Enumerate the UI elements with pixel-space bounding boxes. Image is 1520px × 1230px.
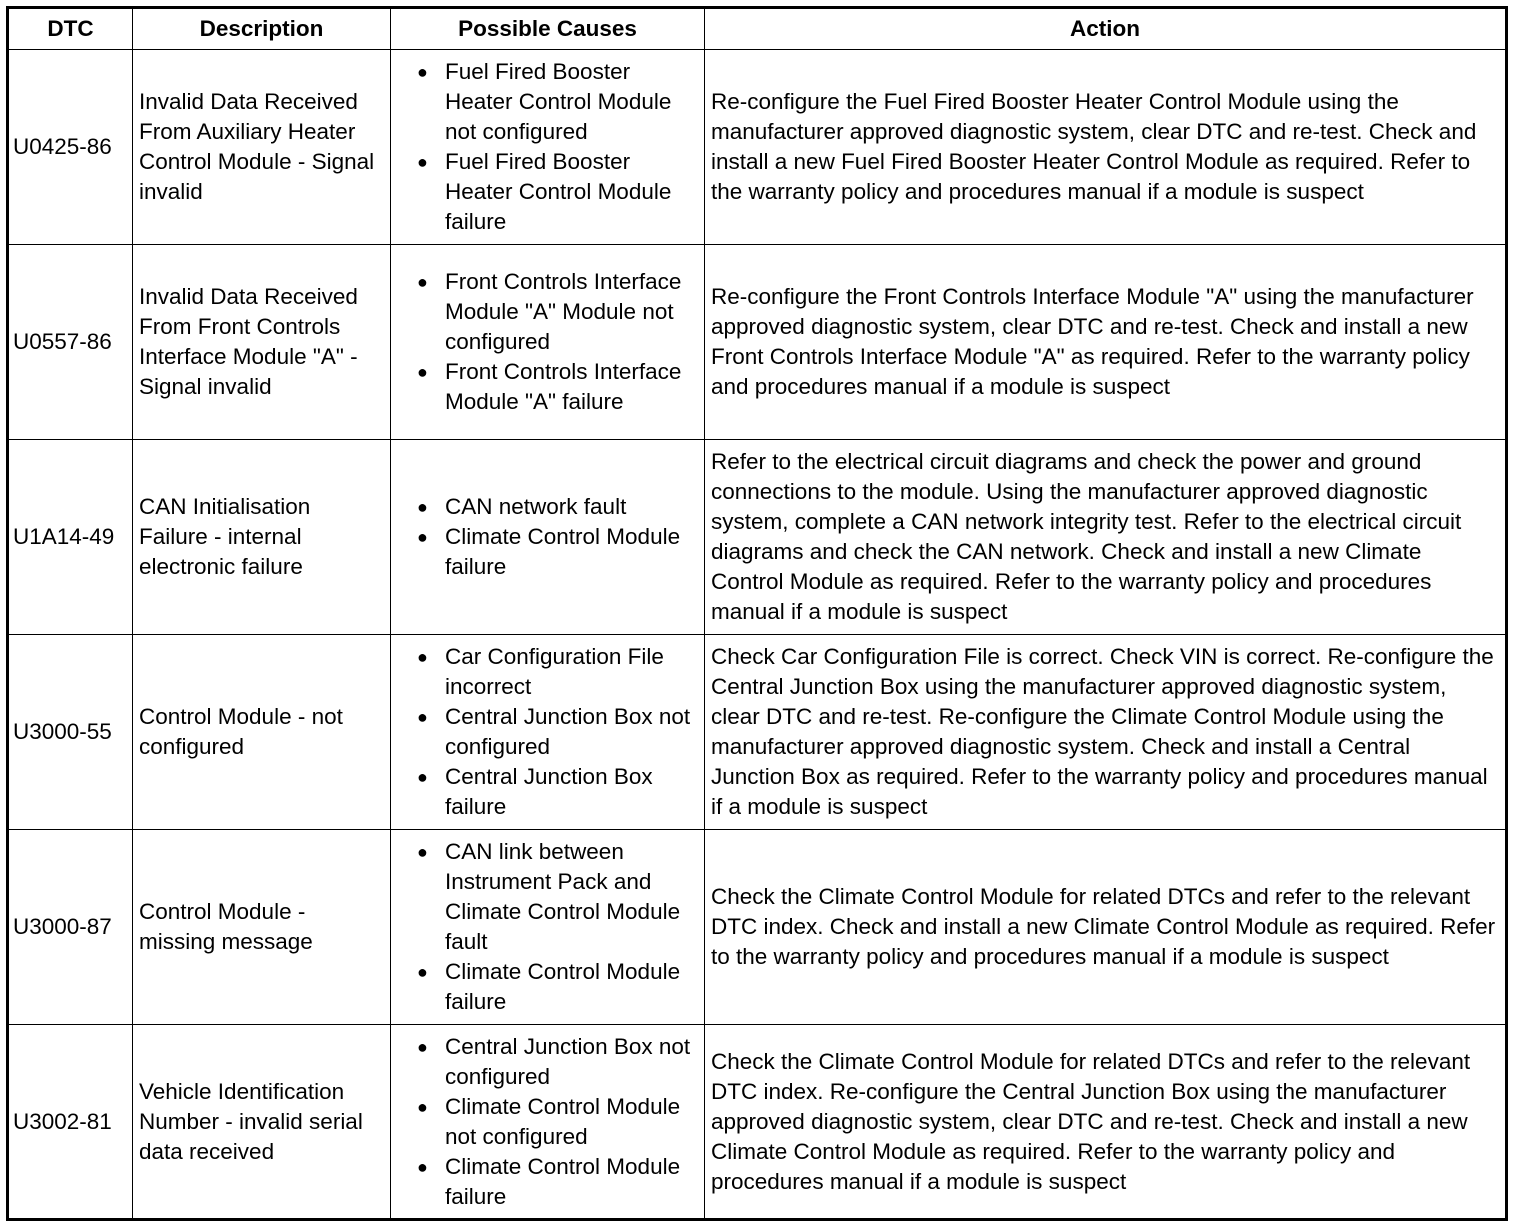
bullet-icon: ● — [417, 962, 428, 982]
cause-text: Car Configuration File incorrect — [445, 644, 664, 699]
action: Re-configure the Front Controls Interface Module "A" using the manufacturer approved diagnostic system, clear DTC and re-test. Check and install a new Front Controls Interface Module "A" as required. Refer to the warranty policy and procedures manual if a module is suspect — [705, 245, 1507, 440]
possible-causes — [391, 440, 705, 635]
header-dtc: DTC — [8, 8, 133, 50]
description: Vehicle Identification Number - invalid serial data received — [133, 1025, 391, 1220]
cause-item — [397, 1092, 698, 1152]
cause-text: Climate Control Module failure — [445, 524, 681, 579]
bullet-icon: ● — [417, 767, 428, 787]
cause-item — [397, 1152, 698, 1212]
bullet-icon: ● — [417, 62, 428, 82]
bullet-icon: ● — [417, 527, 428, 547]
table-row — [8, 830, 1507, 1025]
bullet-icon: ● — [417, 272, 428, 292]
cause-text: Climate Control Module failure — [445, 1153, 681, 1209]
cause-text: Climate Control Module not configured — [445, 1093, 681, 1149]
cause-text: CAN link between Instrument Pack and Climate Control Module fault — [445, 839, 681, 954]
bullet-icon: ● — [417, 497, 428, 517]
table-row — [8, 1025, 1507, 1220]
cause-text: Front Controls Interface Module "A" Module not configured — [445, 269, 682, 354]
cause-item — [397, 357, 698, 417]
description: Control Module - missing message — [133, 830, 391, 1025]
description: Invalid Data Received From Auxiliary Heater Control Module - Signal invalid — [133, 50, 391, 245]
action: Re-configure the Fuel Fired Booster Heater Control Module using the manufacturer approved diagnostic system, clear DTC and re-test. Check and install a new Fuel Fired Booster Heater Control Module as required. Refer to the warranty policy and procedures manual if a module is suspect — [705, 50, 1507, 245]
cause-text: Central Junction Box not configured — [445, 1033, 691, 1089]
dtc-code: U0557-86 — [8, 245, 133, 440]
table-row — [8, 50, 1507, 245]
cause-item — [397, 492, 698, 522]
possible-causes — [391, 50, 705, 245]
dtc-code: U3002-81 — [8, 1025, 133, 1220]
possible-causes — [391, 635, 705, 830]
bullet-icon: ● — [417, 1156, 428, 1177]
header-action: Action — [705, 8, 1507, 50]
action: Check the Climate Control Module for related DTCs and refer to the relevant DTC index. Check and install a new Climate Control Module as required. Refer to the warranty policy and procedures manual if a module is suspect — [705, 830, 1507, 1025]
cause-item — [397, 642, 698, 702]
cause-item — [397, 147, 698, 237]
header-description: Description — [133, 8, 391, 50]
cause-text: CAN network fault — [445, 494, 627, 519]
dtc-code: U1A14-49 — [8, 440, 133, 635]
dtc-table — [6, 6, 1508, 1221]
action: Check Car Configuration File is correct. Check VIN is correct. Re-configure the Central Junction Box using the manufacturer approved diagnostic system, clear DTC and re-test. Re-configure the Climate Control Module using the manufacturer approved diagnostic system. Check and install a Central Junction Box as required. Refer to the warranty policy and procedures manual if a module is suspect — [705, 635, 1507, 830]
dtc-code: U0425-86 — [8, 50, 133, 245]
cause-item — [397, 1032, 698, 1092]
cause-text: Fuel Fired Booster Heater Control Module failure — [445, 149, 672, 234]
cause-item — [397, 957, 698, 1017]
bullet-icon: ● — [417, 1096, 428, 1117]
description: CAN Initialisation Failure - internal electronic failure — [133, 440, 391, 635]
bullet-icon: ● — [417, 842, 428, 862]
action: Refer to the electrical circuit diagrams and check the power and ground connections to the module. Using the manufacturer approved diagnostic system, complete a CAN network integrity test. Refer to the electrical circuit diagrams and check the CAN network. Check and install a new Climate Control Module as required. Refer to the warranty policy and procedures manual if a module is suspect — [705, 440, 1507, 635]
dtc-code: U3000-87 — [8, 830, 133, 1025]
cause-text: Central Junction Box not configured — [445, 704, 691, 759]
cause-text: Climate Control Module failure — [445, 959, 681, 1014]
bullet-icon: ● — [417, 1036, 428, 1057]
causes-list — [397, 57, 698, 237]
action: Check the Climate Control Module for related DTCs and refer to the relevant DTC index. Re-configure the Central Junction Box using the manufacturer approved diagnostic system, clear DTC and re-test. Check and install a new Climate Control Module as required. Refer to the warranty policy and procedures manual if a module is suspect — [705, 1025, 1507, 1220]
table-row — [8, 245, 1507, 440]
cause-item — [397, 267, 698, 357]
cause-item — [397, 837, 698, 957]
cause-text: Central Junction Box failure — [445, 764, 653, 819]
cause-item — [397, 57, 698, 147]
causes-list — [397, 837, 698, 1017]
possible-causes — [391, 830, 705, 1025]
causes-list — [397, 642, 698, 822]
cause-item — [397, 522, 698, 582]
bullet-icon: ● — [417, 152, 428, 172]
bullet-icon: ● — [417, 707, 428, 727]
header-possible-causes: Possible Causes — [391, 8, 705, 50]
causes-list — [397, 1032, 698, 1212]
cause-item — [397, 762, 698, 822]
cause-text: Fuel Fired Booster Heater Control Module not configured — [445, 59, 672, 144]
causes-list — [397, 267, 698, 417]
description: Invalid Data Received From Front Controls Interface Module "A" - Signal invalid — [133, 245, 391, 440]
table-row — [8, 635, 1507, 830]
causes-list — [397, 492, 698, 582]
description: Control Module - not configured — [133, 635, 391, 830]
possible-causes — [391, 1025, 705, 1220]
cause-item — [397, 702, 698, 762]
table-row — [8, 440, 1507, 635]
header-row — [8, 8, 1507, 50]
possible-causes — [391, 245, 705, 440]
bullet-icon: ● — [417, 362, 428, 382]
dtc-code: U3000-55 — [8, 635, 133, 830]
bullet-icon: ● — [417, 647, 428, 667]
cause-text: Front Controls Interface Module "A" failure — [445, 359, 682, 414]
